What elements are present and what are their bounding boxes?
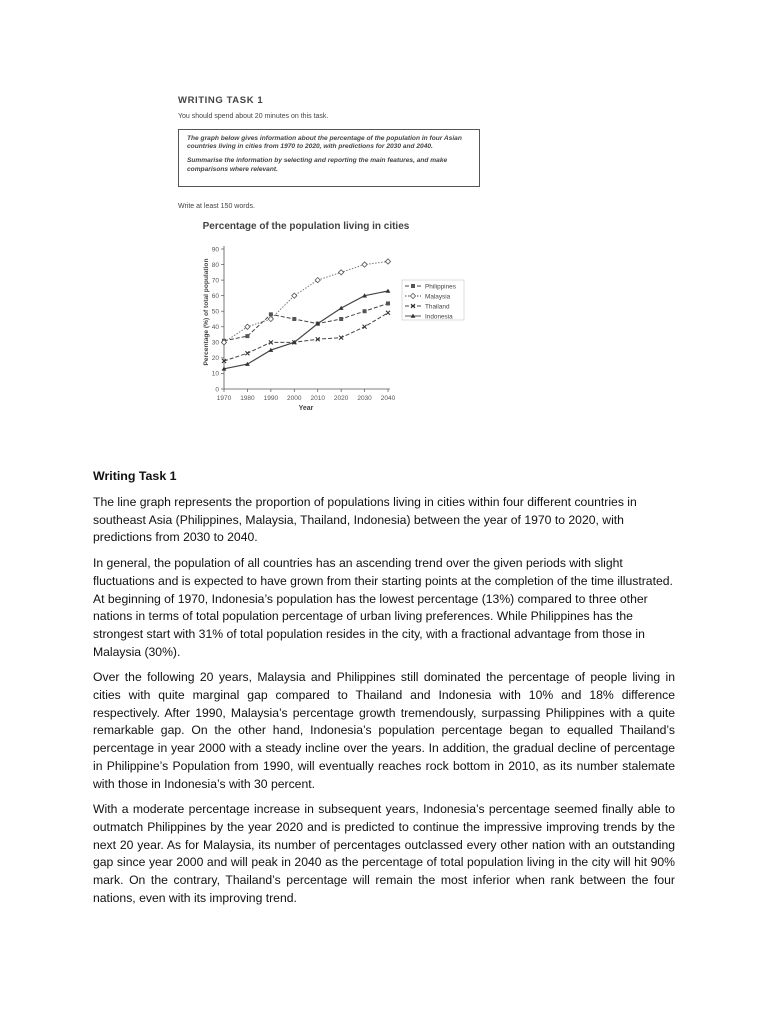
series-indonesia	[222, 289, 391, 371]
prompt-box	[178, 129, 480, 187]
instruction-text: Summarise the information by selecting and reporting the main features, and make comparisons where relevant.	[187, 157, 448, 173]
x-tick-label: 2030	[357, 395, 372, 402]
y-tick-label: 20	[211, 355, 219, 363]
x-tick-label: 1970	[216, 395, 232, 402]
series-line-indonesia	[224, 291, 388, 369]
x-tick-label: 2010	[310, 395, 325, 402]
chart-series	[221, 259, 390, 371]
data-point-thailand	[339, 336, 343, 340]
y-tick-label: 70	[211, 277, 219, 285]
series-philippines	[222, 301, 390, 342]
data-point-philippines	[245, 334, 249, 338]
data-point-thailand	[245, 351, 249, 355]
legend-label-malaysia: Malaysia	[425, 293, 451, 301]
data-point-malaysia	[245, 324, 250, 329]
series-malaysia	[221, 259, 390, 345]
data-point-thailand	[386, 311, 390, 315]
legend-label-philippines: Philippines	[425, 283, 456, 291]
series-line-malaysia	[224, 261, 388, 342]
y-tick-label: 0	[215, 386, 219, 394]
data-point-malaysia	[339, 270, 344, 275]
chart-axes	[212, 246, 396, 402]
essay-paragraph-2: In general, the population of all countries has an ascending trend over the given periods with slight fluctuations and is expected to have grown from their starting points at the completion of the time illustrated. At beginning of 1970, Indonesia’s population has the lowest percentage (13%) compared to three other nations in terms of total population percentage of urban living preferences. While Philippines has the strongest start with 31% of total population resides in the city, with a fractional advantage from those in Malaysia (30%).	[93, 556, 673, 659]
task-heading: WRITING TASK 1	[178, 95, 264, 106]
x-axis-label: Year	[298, 405, 314, 412]
essay-paragraph-3: Over the following 20 years, Malaysia and Philippines still dominated the percentage of people living in cities with quite marginal gap compared to Thailand and Indonesia with 10% and 18% difference respectively. After 1990, Malaysia’s percentage growth tremendously, surpassing Philippines with a quite remarkable gap. On the other hand, Indonesia’s population percentage began to equalled Thailand’s percentage in year 2000 with a steady incline over the years. In addition, the gradual decline of percentage in Philippine’s Population from 1990, will eventually reaches rock bottom in 2010, as its number stalemate with those in Indonesia’s with 30 percent.	[93, 670, 675, 791]
legend-label-thailand: Thailand	[425, 303, 450, 311]
data-point-indonesia	[386, 289, 391, 293]
legend-marker-philippines	[411, 284, 415, 288]
essay	[93, 468, 675, 915]
chart-legend	[402, 280, 464, 320]
x-tick-label: 1990	[263, 395, 279, 402]
essay-paragraph-1: The line graph represents the proportion of populations living in cities within four different countries in southeast Asia (Philippines, Malaysia, Thailand, Indonesia) between the year of 1970 to 2020, with predictions from 2030 to 2040.	[93, 495, 637, 545]
y-tick-label: 40	[211, 324, 219, 332]
x-tick-label: 2040	[380, 395, 396, 402]
data-point-malaysia	[292, 293, 297, 298]
legend-label-indonesia: Indonesia	[425, 313, 453, 321]
line-chart	[172, 216, 490, 420]
data-point-malaysia	[385, 259, 390, 264]
chart-title: Percentage of the population living in cities	[202, 221, 410, 232]
y-tick-label: 60	[211, 292, 219, 300]
prompt-text: The graph below gives information about the percentage of the population in four Asian countries living in cities from 1970 to 2020, with predictions for 2030 and 2040.	[187, 135, 462, 151]
y-axis-label: Percentage (%) of total population	[203, 258, 210, 366]
task-image	[172, 88, 490, 428]
data-point-philippines	[269, 312, 273, 316]
data-point-thailand	[363, 325, 367, 329]
y-tick-label: 90	[211, 246, 219, 254]
y-tick-label: 30	[211, 339, 219, 347]
y-tick-label: 50	[211, 308, 219, 316]
x-tick-label: 2000	[287, 395, 302, 402]
essay-paragraph-4: With a moderate percentage increase in subsequent years, Indonesia’s percentage seemed finally able to outmatch Philippines by the year 2020 and is predicted to continue the impressive improving trends by the next 20 year. As for Malaysia, its number of percentages outclassed every other nation with an outstanding gap since year 2000 and will peak in 2040 as the percentage of total population living in the city will hit 90% mark. On the contrary, Thailand’s percentage will remain the most inferior when rank between the four nations, even with its improving trend.	[93, 802, 675, 905]
x-tick-label: 1980	[240, 395, 255, 402]
data-point-philippines	[292, 317, 296, 321]
data-point-malaysia	[362, 262, 367, 267]
data-point-malaysia	[315, 278, 320, 283]
time-instruction: You should spend about 20 minutes on this task.	[178, 113, 329, 120]
word-requirement: Write at least 150 words.	[178, 203, 255, 210]
data-point-philippines	[339, 317, 343, 321]
x-tick-label: 2020	[333, 395, 349, 402]
y-tick-label: 80	[211, 261, 219, 269]
data-point-philippines	[386, 301, 390, 305]
data-point-philippines	[363, 309, 367, 313]
data-point-indonesia	[245, 362, 250, 366]
y-tick-label: 10	[211, 370, 219, 378]
essay-title: Writing Task 1	[93, 469, 177, 483]
